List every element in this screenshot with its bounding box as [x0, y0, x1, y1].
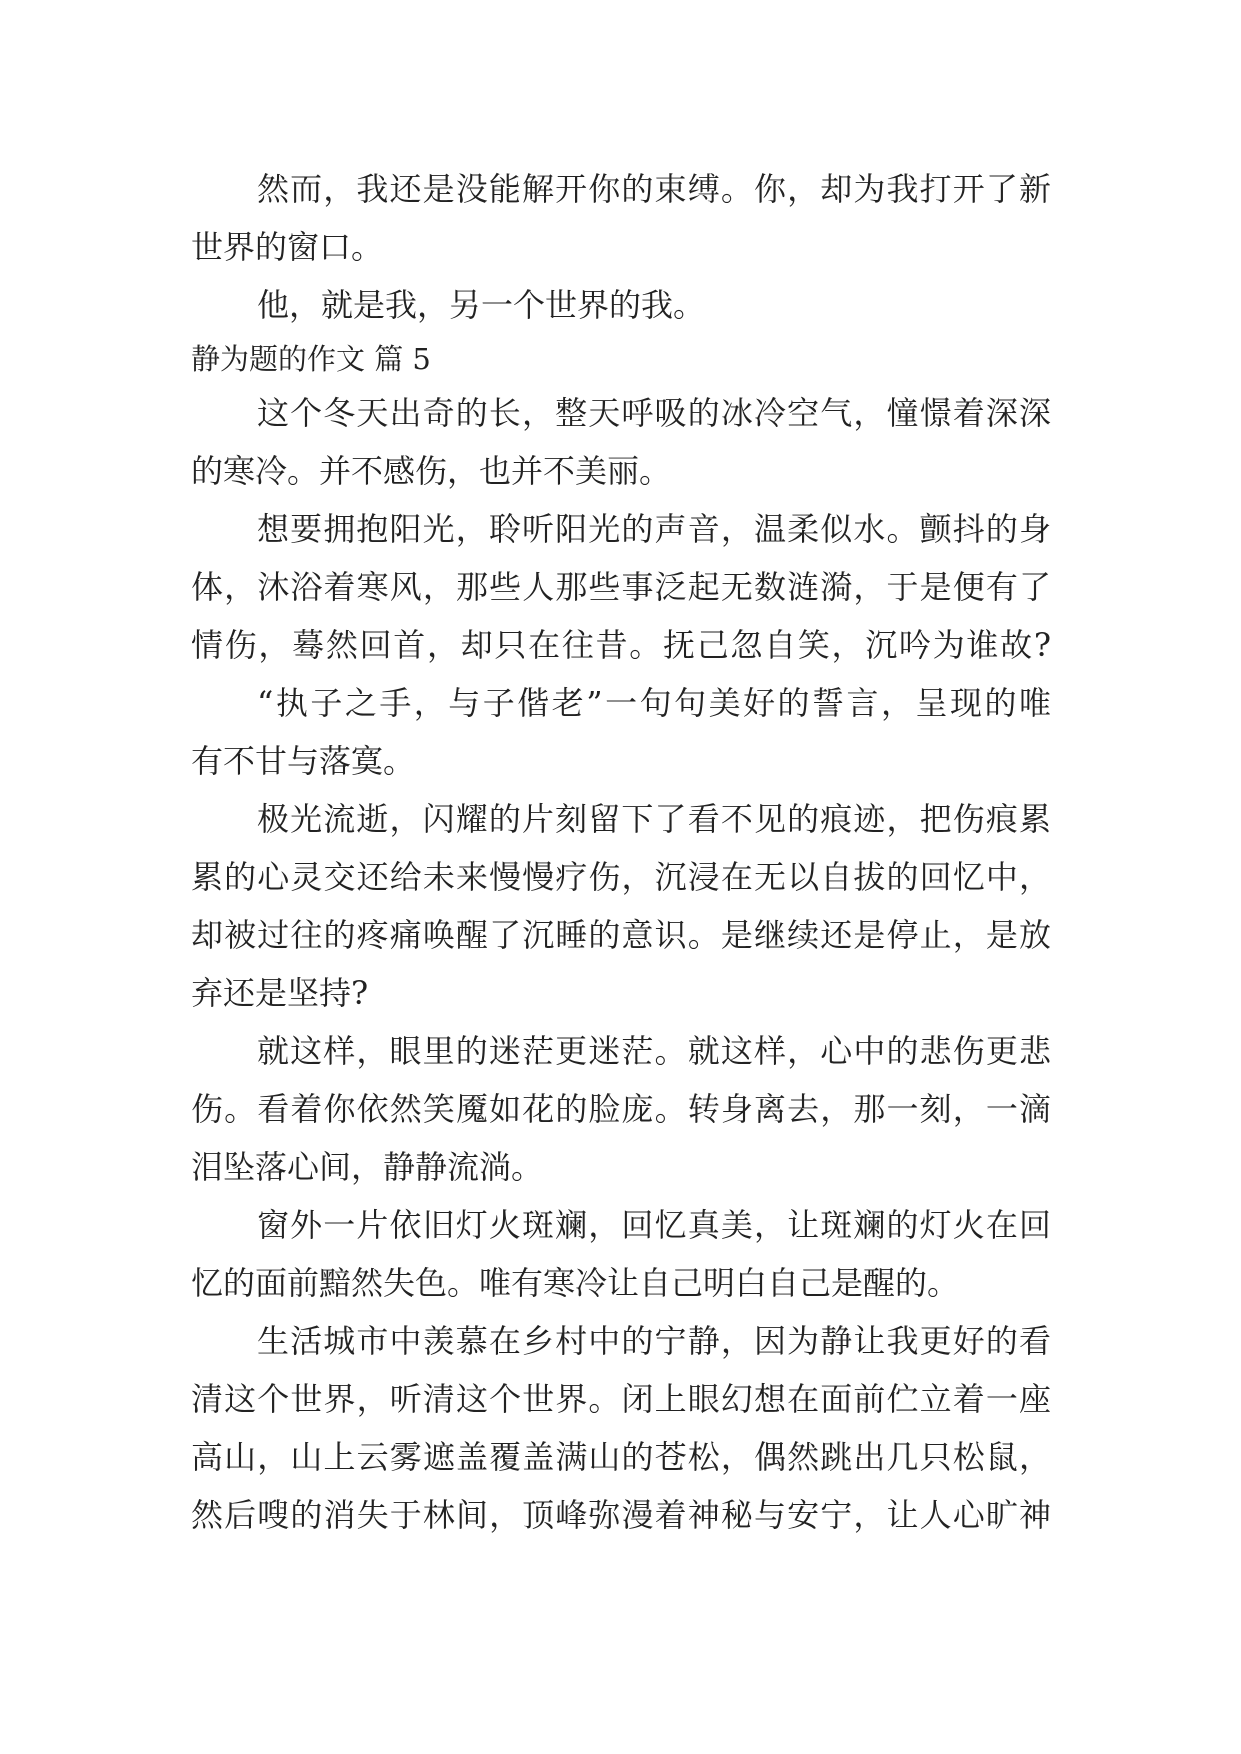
paragraph-line: 泪坠落心间，静静流淌。: [191, 1148, 544, 1186]
paragraph: [191, 790, 1051, 1022]
paragraph-line: 这个冬天出奇的长，整天呼吸的冰冷空气，憧憬着深深: [257, 394, 1051, 432]
paragraph-line: 却被过往的疼痛唤醒了沉睡的意识。是继续还是停止，是放: [191, 916, 1051, 954]
paragraph: [191, 500, 1051, 674]
paragraph-line: 世界的窗口。: [191, 228, 384, 266]
paragraph-line: 累的心灵交还给未来慢慢疗伤，沉浸在无以自拔的回忆中，: [191, 858, 1051, 896]
paragraph-line: “执子之手，与子偕老”一句句美好的誓言，呈现的唯: [257, 684, 1051, 722]
paragraph-line: 他，就是我，另一个世界的我。: [257, 286, 706, 324]
section-heading: 静为题的作文 篇 5: [191, 342, 431, 376]
paragraph-line: 然而，我还是没能解开你的束缚。你，却为我打开了新: [257, 170, 1051, 208]
paragraph: [191, 1196, 1051, 1312]
paragraph: [191, 276, 1051, 334]
paragraph-line: 就这样，眼里的迷茫更迷茫。就这样，心中的悲伤更悲: [257, 1032, 1051, 1070]
paragraph: [191, 1022, 1051, 1196]
paragraph-line: 生活城市中羡慕在乡村中的宁静，因为静让我更好的看: [257, 1322, 1051, 1360]
paragraph: [191, 1312, 1051, 1544]
paragraph: [191, 674, 1051, 790]
paragraph: [191, 384, 1051, 500]
paragraph-line: 然后嗖的消失于林间，顶峰弥漫着神秘与安宁，让人心旷神: [191, 1496, 1051, 1534]
paragraph-line: 有不甘与落寞。: [191, 742, 416, 780]
paragraph-line: 体，沐浴着寒风，那些人那些事泛起无数涟漪，于是便有了: [191, 568, 1051, 606]
paragraph-line: 情伤，蓦然回首，却只在往昔。抚己忽自笑，沉吟为谁故?: [191, 626, 1051, 664]
paragraph-line: 的寒冷。并不感伤，也并不美丽。: [191, 452, 672, 490]
paragraph-line: 清这个世界，听清这个世界。闭上眼幻想在面前伫立着一座: [191, 1380, 1051, 1418]
paragraph-line: 想要拥抱阳光，聆听阳光的声音，温柔似水。颤抖的身: [257, 510, 1051, 548]
paragraph: [191, 160, 1051, 276]
paragraph-line: 弃还是坚持?: [191, 974, 369, 1012]
paragraph-line: 窗外一片依旧灯火斑斓，回忆真美，让斑斓的灯火在回: [257, 1206, 1051, 1244]
document-page: [191, 160, 1051, 1544]
paragraph-line: 高山，山上云雾遮盖覆盖满山的苍松，偶然跳出几只松鼠，: [191, 1438, 1051, 1476]
paragraph-line: 极光流逝，闪耀的片刻留下了看不见的痕迹，把伤痕累: [257, 800, 1051, 838]
paragraph-line: 伤。看着你依然笑魇如花的脸庞。转身离去，那一刻，一滴: [191, 1090, 1051, 1128]
paragraph-line: 忆的面前黯然失色。唯有寒冷让自己明白自己是醒的。: [191, 1264, 960, 1302]
